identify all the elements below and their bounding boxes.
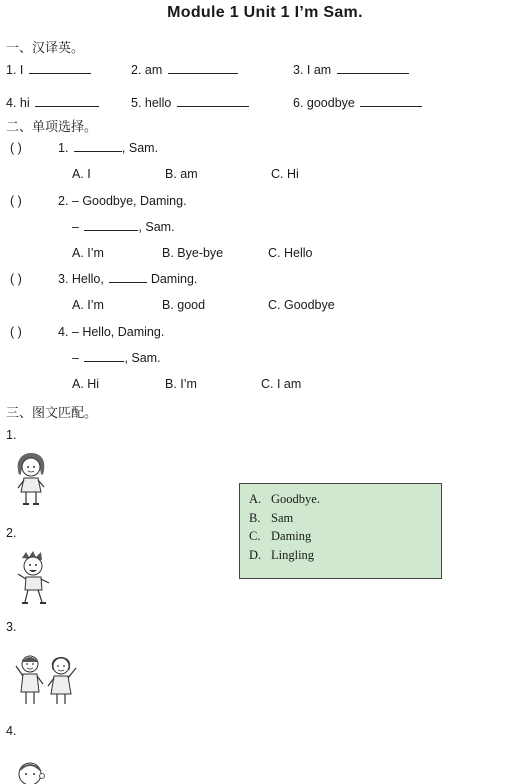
q1-option-a: A. I: [72, 167, 91, 181]
q3-option-b: B. good: [162, 298, 206, 312]
dash: –: [72, 351, 79, 365]
answer-blank[interactable]: [168, 72, 238, 74]
matching-option-d: [249, 548, 314, 563]
option-key: C.: [249, 529, 261, 543]
matching-option-a: [249, 492, 320, 507]
question-4-line-2: [72, 351, 161, 365]
answer-blank[interactable]: [177, 105, 249, 107]
answer-blank[interactable]: [84, 229, 138, 231]
answer-blank[interactable]: [29, 72, 91, 74]
translate-item-3: [293, 63, 409, 77]
answer-blank[interactable]: [74, 150, 122, 152]
q2-option-a: A. I’m: [72, 246, 104, 260]
option-text: Daming: [271, 529, 312, 543]
question-2: 2. – Goodbye, Daming.: [58, 194, 187, 208]
item-label: 4. hi: [6, 96, 30, 110]
q4-option-c: C. I am: [261, 377, 302, 391]
question-number: 1.: [58, 141, 69, 155]
translate-item-2: [131, 63, 238, 77]
question-text: , Sam.: [124, 351, 161, 365]
q3-option-c: C. Goodbye: [268, 298, 335, 312]
two-children-picture: [14, 650, 82, 708]
item-label: 1. I: [6, 63, 24, 77]
child-picture: [14, 758, 48, 784]
answer-paren[interactable]: ( ): [10, 194, 22, 208]
option-text: Lingling: [271, 548, 315, 562]
girl-picture: [14, 452, 48, 508]
matching-option-b: [249, 511, 293, 526]
answer-paren[interactable]: ( ): [10, 325, 22, 339]
question-text: , Sam.: [138, 220, 175, 234]
answer-blank[interactable]: [35, 105, 99, 107]
option-text: Goodbye.: [271, 492, 320, 506]
translate-item-5: [131, 96, 249, 110]
boy-picture: [14, 550, 54, 606]
option-key: A.: [249, 492, 262, 506]
q4-option-b: B. I’m: [165, 377, 197, 391]
translate-item-1: [6, 63, 91, 77]
q1-option-c: C. Hi: [271, 167, 299, 181]
picture-number-4: 4.: [6, 724, 17, 738]
matching-options-box: [239, 483, 442, 579]
item-label: 2. am: [131, 63, 163, 77]
question-text: Daming.: [150, 272, 198, 286]
dash: –: [72, 220, 79, 234]
translate-item-6: [293, 96, 422, 110]
page-title: Module 1 Unit 1 I’m Sam.: [167, 4, 363, 21]
item-label: 6. goodbye: [293, 96, 355, 110]
question-text: , Sam.: [121, 141, 159, 155]
picture-number-2: 2.: [6, 526, 17, 540]
question-4: 4. – Hello, Daming.: [58, 325, 165, 339]
item-label: 5. hello: [131, 96, 172, 110]
answer-blank[interactable]: [360, 105, 422, 107]
matching-option-c: [249, 529, 311, 544]
section-1-heading: 一、汉译英。: [6, 40, 85, 55]
question-text: 3. Hello,: [58, 272, 104, 286]
question-1: [58, 141, 158, 155]
translate-item-4: [6, 96, 99, 110]
q2-option-c: C. Hello: [268, 246, 313, 260]
item-label: 3. I am: [293, 63, 332, 77]
q4-option-a: A. Hi: [72, 377, 100, 391]
answer-blank[interactable]: [337, 72, 409, 74]
q1-option-b: B. am: [165, 167, 198, 181]
answer-paren[interactable]: ( ): [10, 141, 22, 155]
option-text: Sam: [271, 511, 294, 525]
question-3: [58, 272, 197, 286]
picture-number-1: 1.: [6, 428, 17, 442]
option-key: D.: [249, 548, 262, 562]
q3-option-a: A. I’m: [72, 298, 104, 312]
answer-blank[interactable]: [109, 281, 147, 283]
answer-blank[interactable]: [84, 360, 124, 362]
option-key: B.: [249, 511, 261, 525]
question-2-line-2: [72, 220, 175, 234]
picture-number-3: 3.: [6, 620, 17, 634]
q2-option-b: B. Bye-bye: [162, 246, 224, 260]
section-3-heading: 三、图文匹配。: [6, 405, 98, 420]
section-2-heading: 二、单项选择。: [6, 119, 98, 134]
answer-paren[interactable]: ( ): [10, 272, 22, 286]
